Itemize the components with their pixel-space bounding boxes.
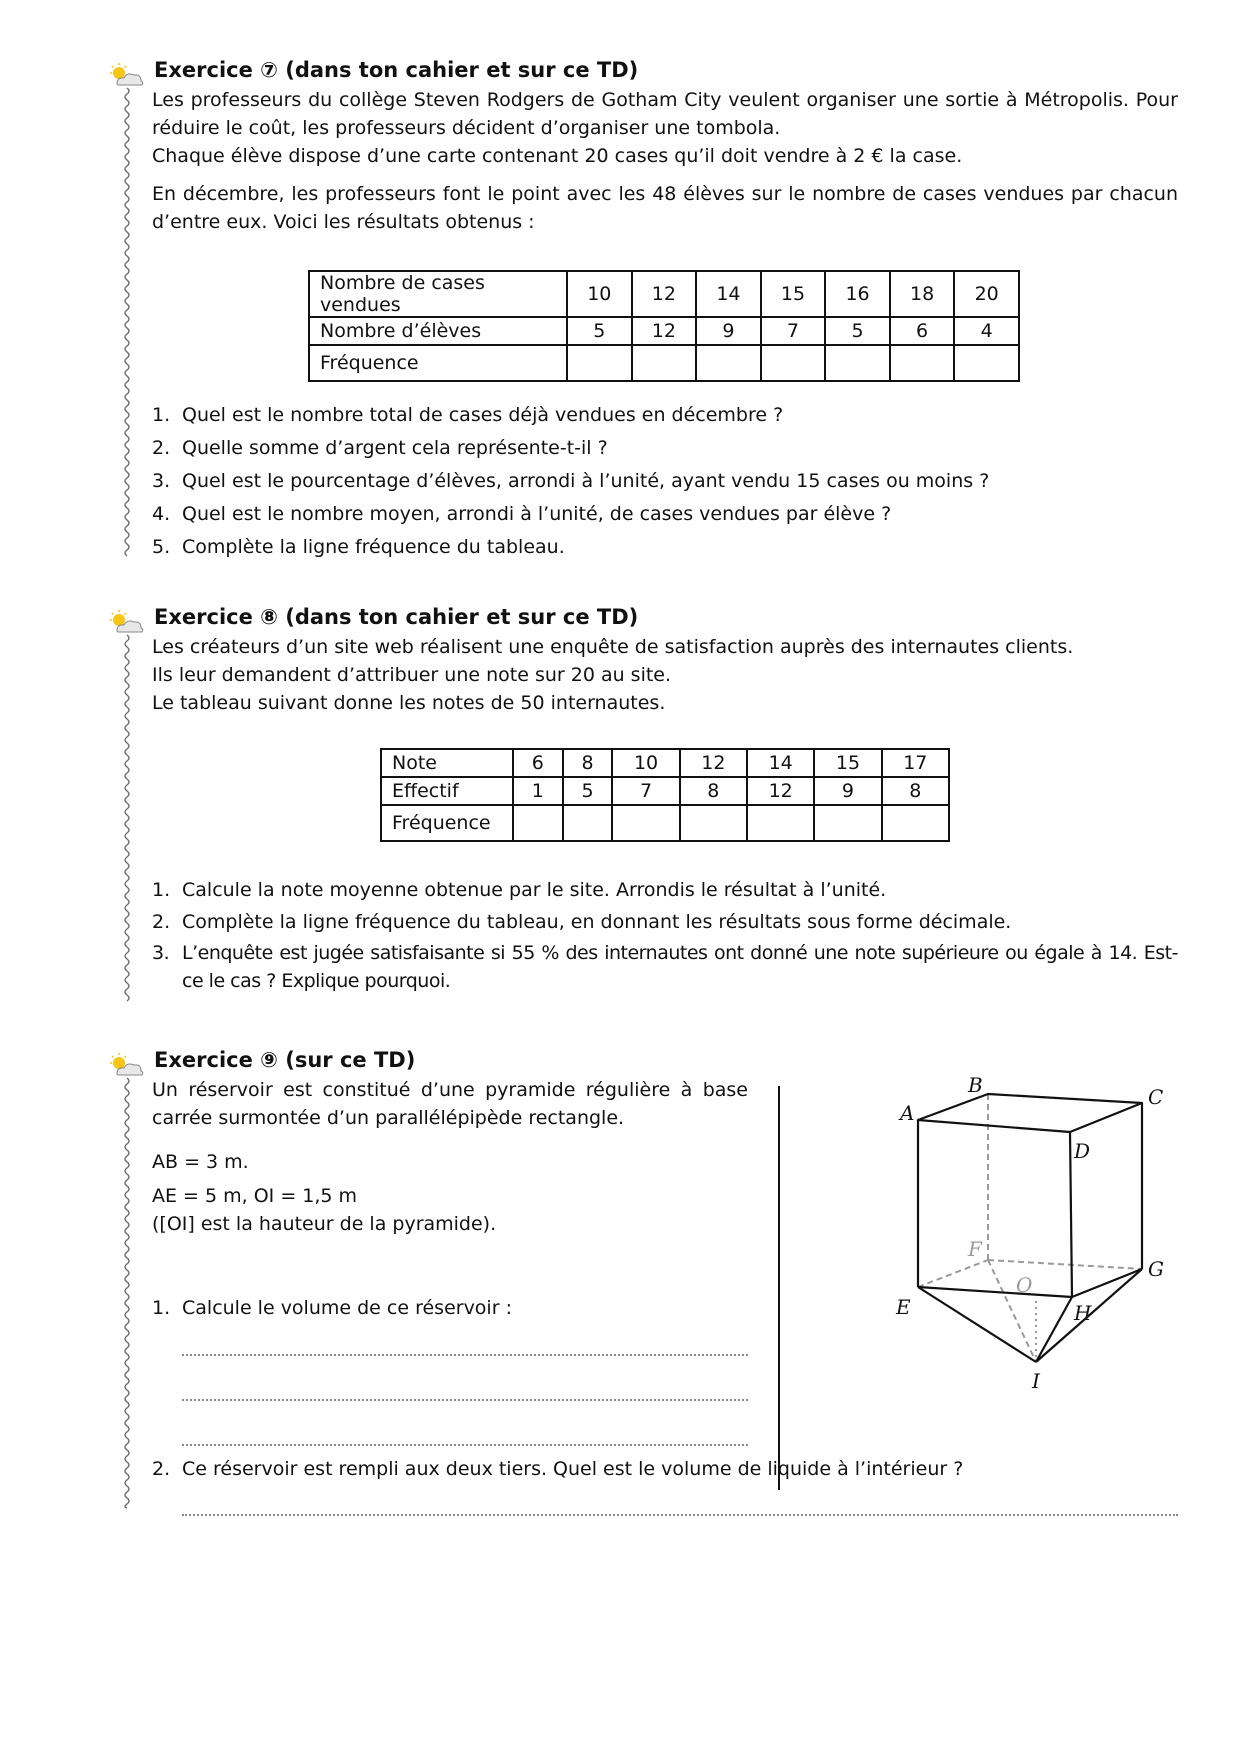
table-answer-cell[interactable] — [890, 345, 955, 381]
label-o: O — [1016, 1273, 1033, 1297]
table-cell: 9 — [696, 317, 761, 345]
table-cell: 14 — [696, 271, 761, 317]
table-cell: 12 — [632, 271, 697, 317]
table-row-label: Fréquence — [381, 805, 513, 841]
table-cell: 5 — [563, 777, 613, 805]
list-item — [152, 466, 1178, 496]
table-answer-cell[interactable] — [513, 805, 563, 841]
exercise-7-card-info: Chaque élève dispose d’une carte contenant 20 cases qu’il doit vendre à 2 € la case. — [152, 145, 963, 167]
table-row-label: Nombre d’élèves — [309, 317, 567, 345]
table-answer-cell[interactable] — [814, 805, 881, 841]
list-item — [152, 532, 1178, 562]
label-c: C — [1148, 1085, 1164, 1109]
edge-dh — [1070, 1132, 1072, 1297]
edge-hi — [1036, 1297, 1072, 1362]
table-answer-cell[interactable] — [632, 345, 697, 381]
exercise-7-title: Exercice ⑦ (dans ton cahier et sur ce TD) — [154, 58, 639, 82]
label-b: B — [968, 1073, 983, 1097]
exercise-9-ab: AB = 3 m. — [152, 1151, 249, 1173]
exercise-8 — [110, 605, 1180, 1005]
table-answer-cell[interactable] — [696, 345, 761, 381]
question-text: Quel est le pourcentage d’élèves, arrondi à l’unité, ayant vendu 15 cases ou moins ? — [182, 470, 990, 492]
table-answer-cell[interactable] — [747, 805, 814, 841]
table-cell: 7 — [761, 317, 826, 345]
table-cell: 12 — [680, 749, 747, 777]
list-item — [152, 1293, 748, 1323]
label-a: A — [900, 1101, 915, 1125]
table-cell: 17 — [882, 749, 949, 777]
exercise-8-intro-1: Les créateurs d’un site web réalisent une enquête de satisfaction auprès des internautes clients. — [152, 636, 1074, 658]
list-item — [152, 939, 1178, 995]
exercise-7-table — [308, 270, 1020, 382]
table-cell: 12 — [747, 777, 814, 805]
table-cell: 1 — [513, 777, 563, 805]
table-row-label: Note — [381, 749, 513, 777]
label-f: F — [968, 1237, 982, 1261]
table-row-label: Fréquence — [309, 345, 567, 381]
edge-hg — [1072, 1269, 1142, 1297]
exercise-9-title: Exercice ⑨ (sur ce TD) — [154, 1048, 416, 1072]
wavy-margin-line — [122, 1078, 132, 1508]
label-e: E — [896, 1295, 911, 1319]
table-answer-cell[interactable] — [954, 345, 1019, 381]
table-answer-cell[interactable] — [680, 805, 747, 841]
table-cell: 5 — [825, 317, 890, 345]
column-divider — [778, 1086, 780, 1490]
table-cell: 9 — [814, 777, 881, 805]
table-cell: 8 — [563, 749, 613, 777]
question-number: 1. — [152, 1297, 171, 1319]
question-text: Calcule la note moyenne obtenue par le site. Arrondis le résultat à l’unité. — [182, 879, 887, 901]
label-g: G — [1148, 1257, 1164, 1281]
table-cell: 18 — [890, 271, 955, 317]
table-answer-cell[interactable] — [567, 345, 632, 381]
exercise-8-intro-2: Ils leur demandent d’attribuer une note sur 20 au site. — [152, 664, 672, 686]
edge-eh — [918, 1287, 1072, 1297]
sun-cloud-icon — [107, 1052, 145, 1078]
exercise-9-question-2 — [152, 1454, 1178, 1484]
answer-line[interactable] — [182, 1354, 748, 1356]
question-number: 4. — [152, 503, 171, 525]
exercise-8-intro-3: Le tableau suivant donne les notes de 50 internautes. — [152, 692, 666, 714]
list-item — [152, 875, 1178, 905]
table-answer-cell[interactable] — [612, 805, 679, 841]
question-number: 1. — [152, 879, 171, 901]
question-number: 2. — [152, 911, 171, 933]
table-row-label: Nombre de cases vendues — [309, 271, 567, 317]
table-cell: 8 — [882, 777, 949, 805]
question-number: 2. — [152, 1458, 171, 1480]
table-cell: 12 — [632, 317, 697, 345]
label-h: H — [1074, 1301, 1092, 1325]
question-number: 1. — [152, 404, 171, 426]
table-cell: 15 — [761, 271, 826, 317]
top-face — [918, 1094, 1142, 1132]
label-i: I — [1032, 1369, 1040, 1393]
table-cell: 10 — [567, 271, 632, 317]
question-text: Complète la ligne fréquence du tableau. — [182, 536, 565, 558]
list-item — [152, 907, 1178, 937]
table-answer-cell[interactable] — [882, 805, 949, 841]
exercise-7-results-intro: En décembre, les professeurs font le point avec les 48 élèves sur le nombre de cases vendues par chacun d’entre eux. Voici les résultats obtenus : — [152, 183, 1178, 233]
exercise-9-ae-oi: AE = 5 m, OI = 1,5 m — [152, 1185, 358, 1207]
exercise-7 — [110, 58, 1180, 558]
table-cell: 8 — [680, 777, 747, 805]
exercise-9-question-1 — [152, 1293, 748, 1323]
exercise-9-intro: Un réservoir est constitué d’une pyramide régulière à base carrée surmontée d’un parallélépipède rectangle. — [152, 1079, 748, 1129]
question-text: Complète la ligne fréquence du tableau, en donnant les résultats sous forme décimale. — [182, 911, 1012, 933]
answer-line[interactable] — [182, 1399, 748, 1401]
list-item — [152, 400, 1178, 430]
sun-cloud-icon — [107, 609, 145, 635]
question-number: 5. — [152, 536, 171, 558]
table-cell: 16 — [825, 271, 890, 317]
wavy-margin-line — [122, 635, 132, 1001]
table-cell: 5 — [567, 317, 632, 345]
table-answer-cell[interactable] — [761, 345, 826, 381]
list-item — [152, 1454, 1178, 1484]
table-answer-cell[interactable] — [563, 805, 613, 841]
question-text: Quelle somme d’argent cela représente-t-il ? — [182, 437, 608, 459]
exercise-9-oi-note: ([OI] est la hauteur de la pyramide). — [152, 1213, 497, 1235]
table-cell: 10 — [612, 749, 679, 777]
question-number: 3. — [152, 942, 170, 964]
question-number: 2. — [152, 437, 171, 459]
table-cell: 20 — [954, 271, 1019, 317]
list-item — [152, 433, 1178, 463]
reservoir-figure — [870, 1073, 1180, 1393]
table-cell: 14 — [747, 749, 814, 777]
exercise-8-table — [380, 748, 950, 842]
exercise-7-intro: Les professeurs du collège Steven Rodgers de Gotham City veulent organiser une sortie à Métropolis. Pour réduire le coût, les professeurs décident d’organiser une tombola. — [152, 89, 1178, 139]
edge-fg — [988, 1260, 1142, 1269]
wavy-margin-line — [122, 88, 132, 556]
table-cell: 4 — [954, 317, 1019, 345]
label-d: D — [1074, 1139, 1091, 1163]
table-cell: 15 — [814, 749, 881, 777]
question-text: L’enquête est jugée satisfaisante si 55 % des internautes ont donné une note supérieure ou égale à 14. Est-ce le cas ? Explique pourquoi. — [182, 942, 1178, 992]
table-cell: 7 — [612, 777, 679, 805]
exercise-8-questions — [152, 875, 1178, 995]
exercise-7-questions — [152, 400, 1178, 562]
exercise-9 — [110, 1048, 1180, 1548]
question-number: 3. — [152, 470, 171, 492]
question-text: Quel est le nombre total de cases déjà vendues en décembre ? — [182, 404, 784, 426]
table-cell: 6 — [890, 317, 955, 345]
table-cell: 6 — [513, 749, 563, 777]
sun-cloud-icon — [107, 62, 145, 88]
exercise-8-title: Exercice ⑧ (dans ton cahier et sur ce TD) — [154, 605, 639, 629]
table-answer-cell[interactable] — [825, 345, 890, 381]
question-text: Calcule le volume de ce réservoir : — [182, 1297, 512, 1319]
list-item — [152, 499, 1178, 529]
answer-line[interactable] — [182, 1514, 1178, 1516]
question-text: Quel est le nombre moyen, arrondi à l’unité, de cases vendues par élève ? — [182, 503, 892, 525]
answer-line[interactable] — [182, 1444, 748, 1446]
question-text: Ce réservoir est rempli aux deux tiers. Quel est le volume de liquide à l’intérieur ? — [182, 1458, 964, 1480]
edge-ef — [918, 1260, 988, 1287]
table-row-label: Effectif — [381, 777, 513, 805]
